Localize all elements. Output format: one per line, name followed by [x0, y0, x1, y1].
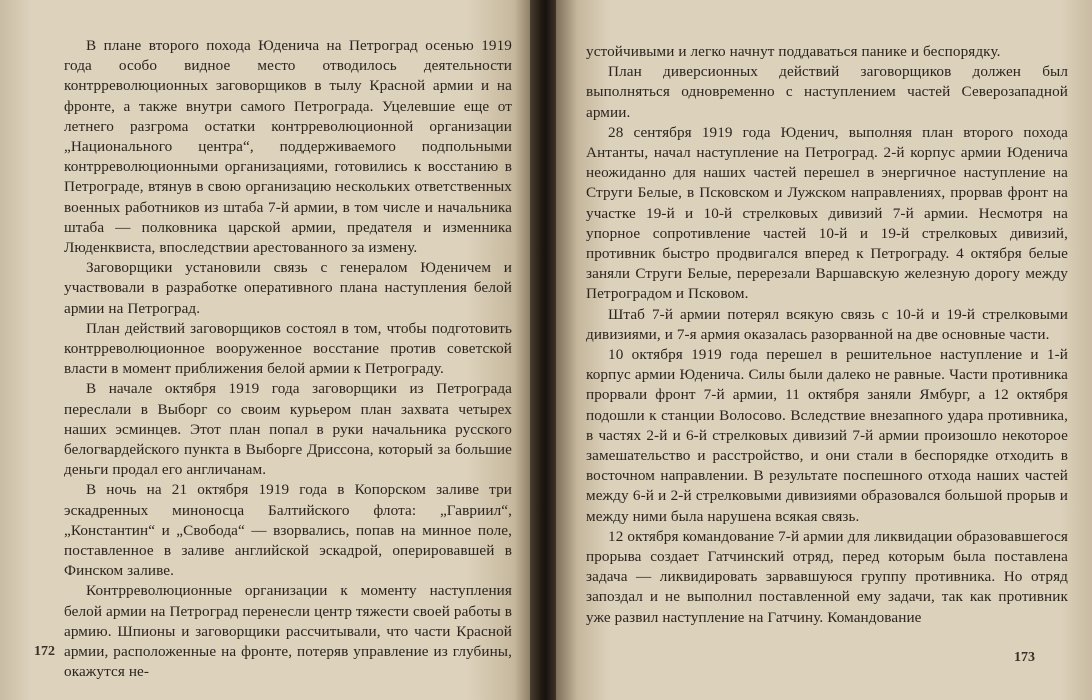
paragraph: Штаб 7-й армии потерял всякую связь с 10-й и 19-й стрелковыми дивизиями, и 7-я армия оказалась разорванной на две основные части.: [586, 305, 1068, 343]
paragraph: 12 октября командование 7-й армии для ликвидации образовавшегося прорыва создает Гатчинский отряд, перед которым была поставлена задача — ликвидировать зарвавшуюся группу противника. Но отряд запоздал и не выполнил поставленной ему задачи, так как противник уже развил наступление на Гатчину. Командование: [586, 527, 1068, 626]
paragraph: План диверсионных действий заговорщиков должен был выполняться одновременно с наступлением частей Северозападной армии.: [586, 63, 1068, 121]
paragraph: В плане второго похода Юденича на Петроград осенью 1919 года особо видное место отводилось деятельности контрреволюционных заговорщиков в тылу Красной армии и на фронте, а также внутри самого Петрограда. Уцелевшие еще от летнего разгрома остатки контрреволюционной организации „Национального центра“, поддерживаемого подпольными контрреволюционными организациями, готовились к восстанию в Петрограде, втянув в свою организацию нескольких ответственных военных работников из штаба 7-й армии, в том числе и начальника штаба — полковника царской армии, предателя и изменника Люденквиста, впоследствии арестованного за измену.: [64, 37, 512, 257]
book-gutter: [530, 0, 556, 700]
paragraph: устойчивыми и легко начнут поддаваться панике и беспорядку.: [586, 43, 1001, 60]
page-number-left: 172: [34, 644, 55, 659]
right-page: [556, 0, 1092, 700]
paragraph: 28 сентября 1919 года Юденич, выполняя план второго похода Антанты, начал наступление на Петроград. 2-й корпус армии Юденича неожиданно для наших частей перешел в энергичное наступление на Струги Белые, в Псковском и Лужском направлениях, прорвав фронт на участке 19-й и 10-й стрелковых дивизий 7-й армии. Несмотря на упорное сопротивление частей 10-й и 19-й стрелковых дивизий, противник быстро продвигался вперед к Петрограду. 4 октября белые заняли Струги Белые, перерезали Варшавскую железную дорогу между Петроградом и Псковом.: [586, 123, 1068, 303]
paragraph: План действий заговорщиков состоял в том, чтобы подготовить контрреволюционное вооруженное восстание против советской власти в момент приближения белой армии к Петрограду.: [64, 319, 512, 378]
left-page: [0, 0, 530, 700]
left-page-text: [64, 36, 512, 683]
paragraph: Заговорщики установили связь с генералом Юденичем и участвовали в разработке оперативного плана наступления белой армии на Петроград.: [64, 259, 512, 317]
paragraph: В ночь на 21 октября 1919 года в Копорском заливе три эскадренных миноносца Балтийского флота: „Гавриил“, „Константин“ и „Свобода“ — взорвались, попав на минное поле, поставленное в заливе английской эскадрой, оперировавшей в Финском заливе.: [64, 481, 512, 580]
paragraph: Контрреволюционные организации к моменту наступления белой армии на Петроград перенесли центр тяжести своей работы в армию. Шпионы и заговорщики рассчитывали, что части Красной армии, расположенные на фронте, потеряв управление из глубины, окажутся не-: [64, 582, 512, 681]
paragraph: В начале октября 1919 года заговорщики из Петрограда переслали в Выборг со своим курьером план захвата четырех наших эсминцев. Этот план попал в руки начальника русского белогвардейского пункта в Выборге Дриссона, который за большие деньги продал его англичанам.: [64, 380, 512, 479]
page-number-right: 173: [1014, 650, 1035, 665]
paragraph: 10 октября 1919 года перешел в решительное наступление и 1-й корпус армии Юденича. Силы были далеко не равные. Части противника прорвали фронт 7-й армии, 11 октября заняли Ямбург, а 12 октября подошли к станции Волосово. Вследствие внезапного удара противника, в частях 2-й и 6-й стрелковых дивизий 7-й армии произошло некоторое замешательство и расстройство, и они стали в беспорядке отходить в восточном направлении. В результате поспешного отхода наших частей между 6-й и 2-й стрелковыми дивизиями образовался большой прорыв и между ними была нарушена всякая связь.: [586, 346, 1068, 525]
right-page-text: [586, 42, 1068, 628]
